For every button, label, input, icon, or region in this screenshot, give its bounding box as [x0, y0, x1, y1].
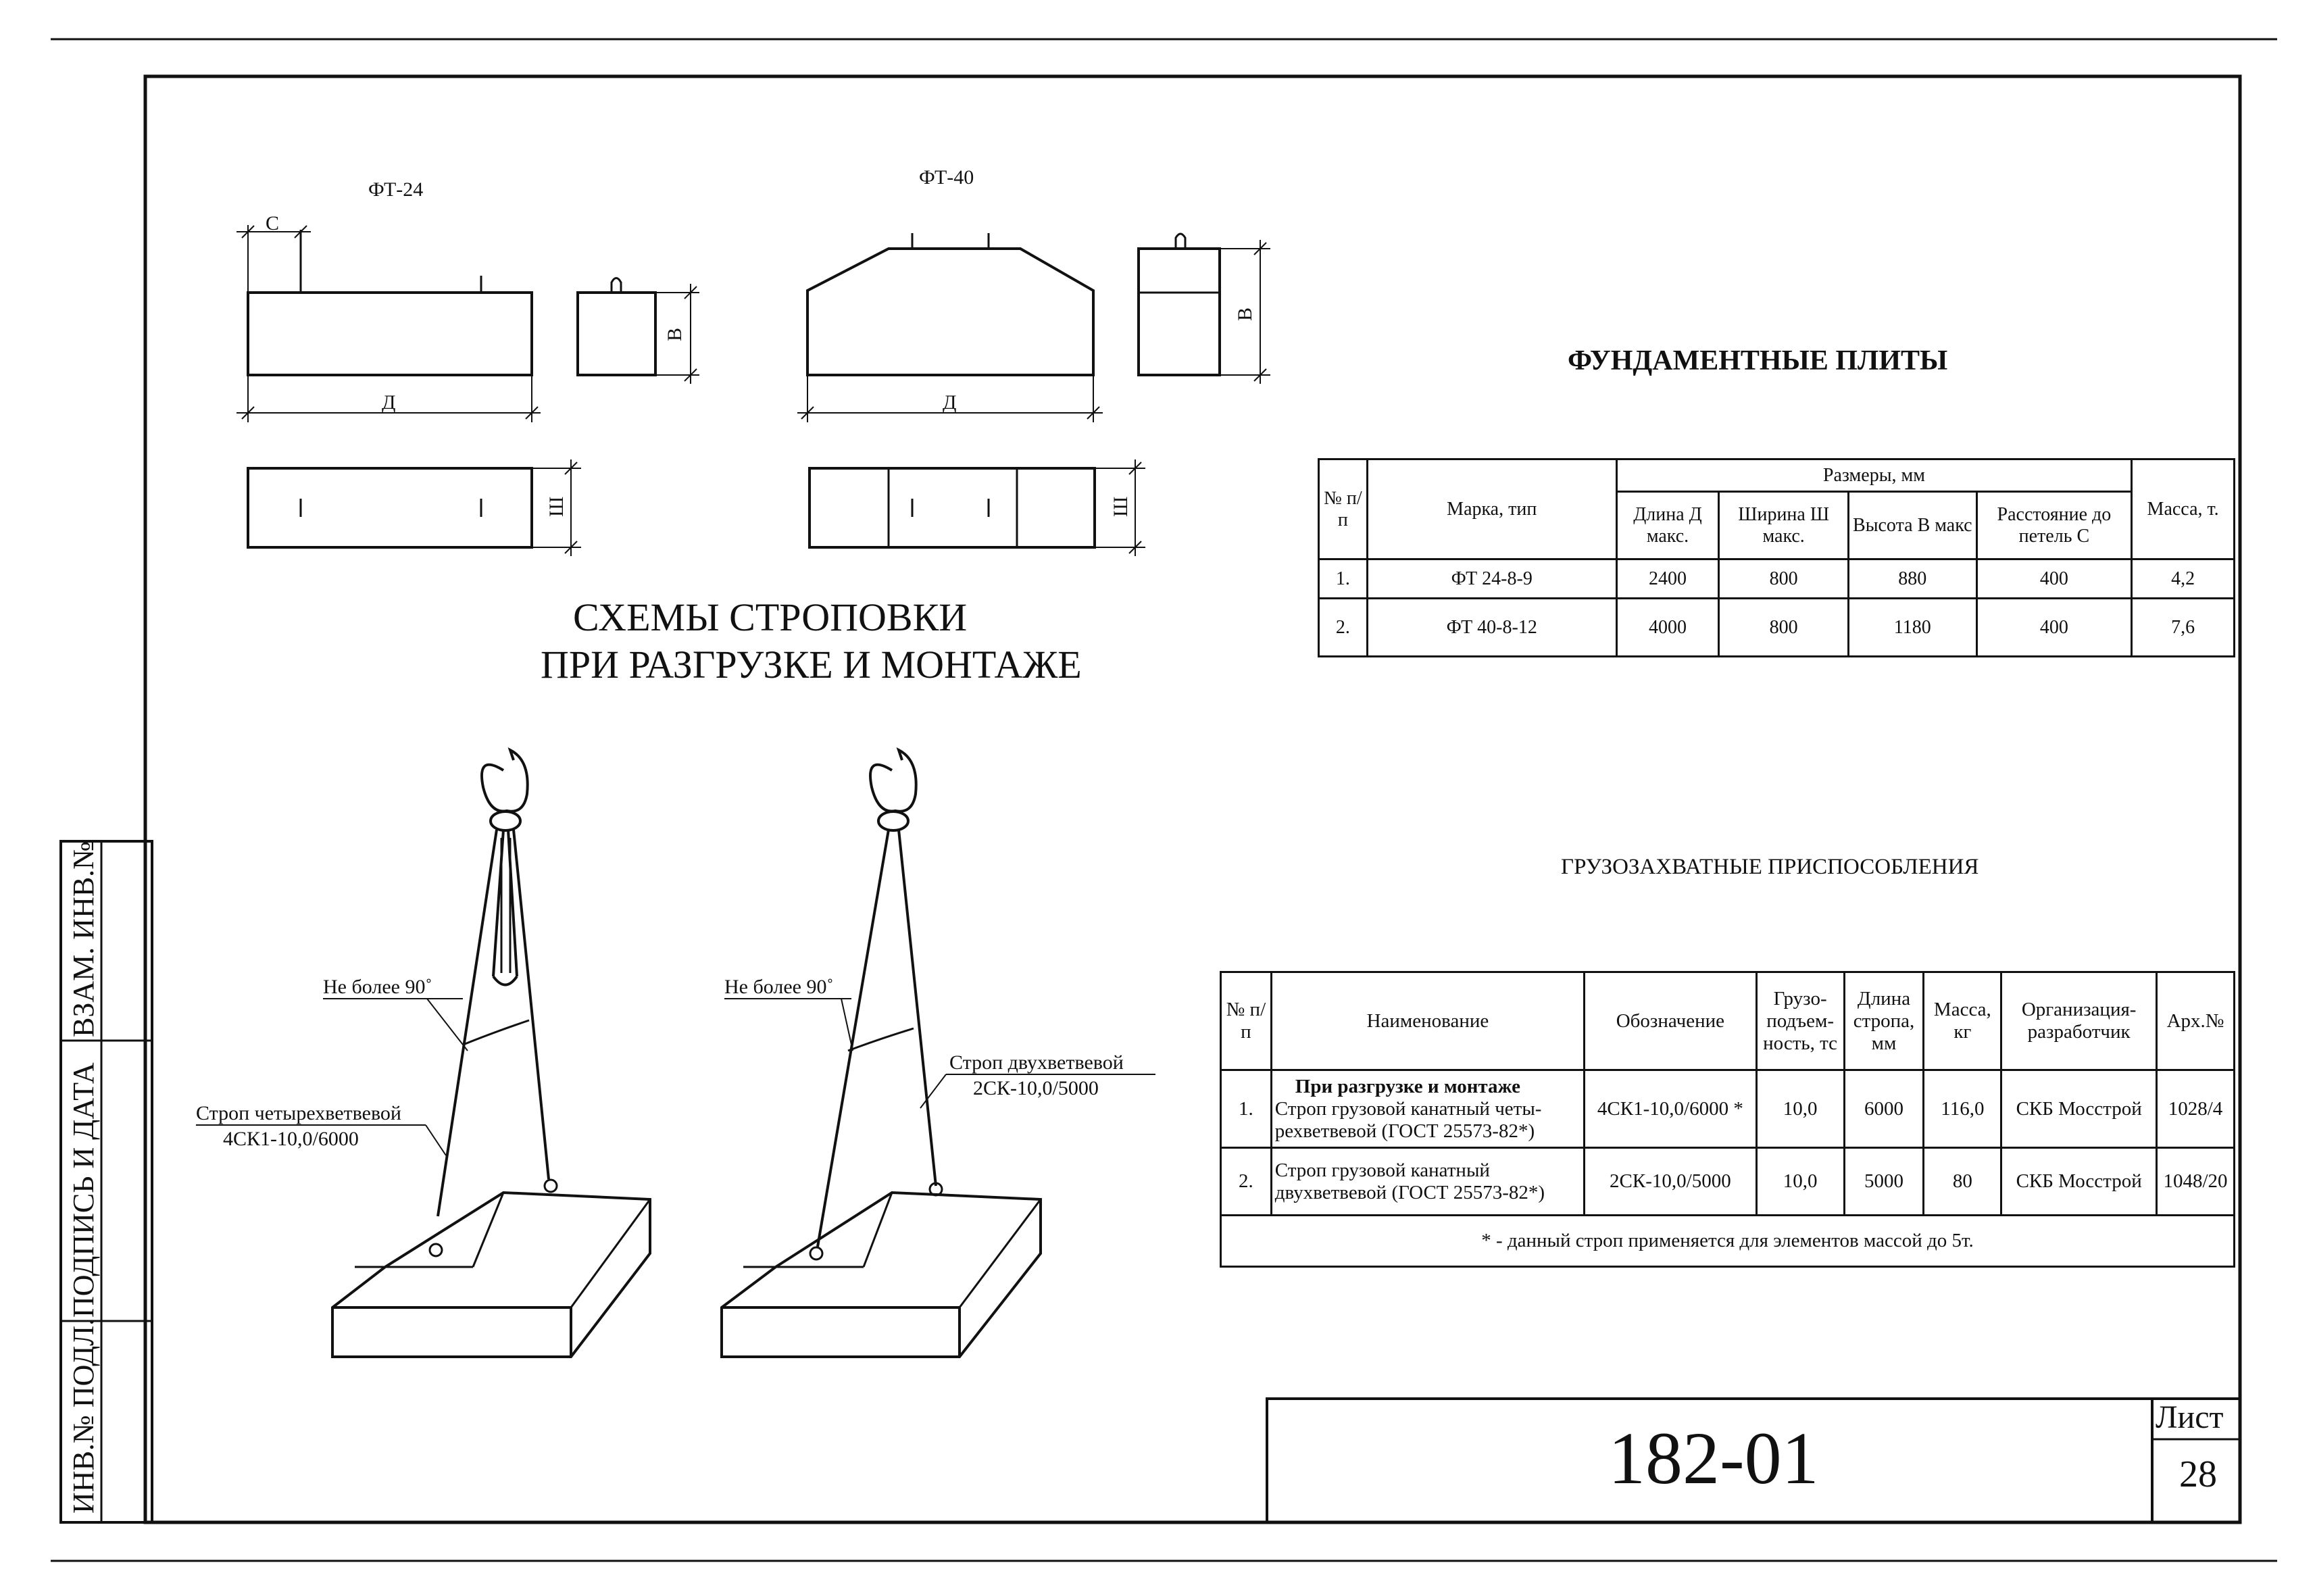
cell-mark: ФТ 24-8-9	[1367, 559, 1616, 599]
ft24-elevation	[237, 212, 541, 422]
ft24-plan	[248, 459, 581, 556]
plates-header-distance: Расстояние до петель С	[1976, 492, 2132, 559]
plates-table-title: ФУНДАМЕНТНЫЕ ПЛИТЫ	[1568, 345, 1948, 376]
dim-v-label-ft24: В	[664, 327, 686, 341]
cell-name	[1271, 1070, 1584, 1148]
cell-no: 2.	[1221, 1148, 1272, 1216]
table-row	[1221, 1148, 2235, 1216]
cell-code: 2СК-10,0/5000	[1585, 1148, 1757, 1216]
cell-no: 1.	[1221, 1070, 1272, 1148]
plates-header-length: Длина Д макс.	[1616, 492, 1719, 559]
scheme-title-line2: ПРИ РАЗГРУЗКЕ И МОНТАЖЕ	[541, 643, 1082, 687]
slings-header-no: № п/п	[1221, 972, 1272, 1070]
slings-header-length: Длина стропа, мм	[1844, 972, 1924, 1070]
sheet-label: Лист	[2156, 1399, 2224, 1435]
section-label: При разгрузке и монтаже	[1295, 1075, 1521, 1097]
plates-header-no: № п/п	[1319, 459, 1368, 559]
table-row	[1319, 559, 2235, 599]
slings-header-code: Обозначение	[1585, 972, 1757, 1070]
dim-c-label: С	[266, 212, 280, 234]
side-stamp-inv-podl: ИНВ.№ ПОДЛ.	[67, 1318, 100, 1514]
angle-note-left: Не более 90˚	[323, 976, 432, 998]
cell-height: 1180	[1848, 599, 1976, 657]
dim-d-label-ft24: Д	[382, 391, 396, 414]
sling2-code: 2СК-10,0/5000	[973, 1077, 1099, 1099]
cell-width: 800	[1719, 559, 1849, 599]
cell-mass: 116,0	[1924, 1070, 2001, 1148]
cell-length: 4000	[1616, 599, 1719, 657]
sling4-code: 4СК1-10,0/6000	[223, 1128, 359, 1150]
dim-d-label-ft40: Д	[943, 391, 957, 414]
slings-table	[1220, 971, 2235, 1268]
dim-v-label-ft40: В	[1234, 307, 1256, 321]
plates-table	[1318, 458, 2235, 657]
sling4-name: Строп четырехветвевой	[196, 1102, 401, 1124]
plates-header-height: Высота В макс	[1848, 492, 1976, 559]
ft24-label: ФТ-24	[368, 178, 424, 201]
sling2-name: Строп двухветвевой	[949, 1051, 1124, 1074]
table-row	[1319, 599, 2235, 657]
cell-no: 2.	[1319, 599, 1368, 657]
cell-mass: 80	[1924, 1148, 2001, 1216]
cell-capacity: 10,0	[1756, 1070, 1844, 1148]
side-stamp-vzam-inv: ВЗАМ. ИНВ.№	[67, 841, 100, 1037]
cell-name-text: Строп грузовой канатный четы- рехветвевой (ГОСТ 25573-82*)	[1274, 1097, 1542, 1142]
cell-width: 800	[1719, 599, 1849, 657]
slings-table-title: ГРУЗОЗАХВАТНЫЕ ПРИСПОСОБЛЕНИЯ	[1561, 855, 1979, 879]
sheet-number: 28	[2179, 1453, 2217, 1495]
cell-mark: ФТ 40-8-12	[1367, 599, 1616, 657]
cell-length: 5000	[1844, 1148, 1924, 1216]
dim-sh-label-ft40: Ш	[1110, 496, 1132, 517]
callout-leader	[426, 1125, 446, 1155]
cell-capacity: 10,0	[1756, 1148, 1844, 1216]
cell-length: 6000	[1844, 1070, 1924, 1148]
cell-mass: 4,2	[2132, 559, 2235, 599]
slings-footnote: * - данный строп применяется для элементов массой до 5т.	[1221, 1216, 2235, 1267]
ft40-elevation	[797, 233, 1103, 422]
cell-length: 2400	[1616, 559, 1719, 599]
drawing-code: 182-01	[1608, 1417, 1819, 1499]
plates-header-mark: Марка, тип	[1367, 459, 1616, 559]
rigging-scheme-four-leg	[332, 750, 650, 1357]
cell-name: Строп грузовой канатный двухветвевой (ГОСТ 25573-82*)	[1271, 1148, 1584, 1216]
cell-code: 4СК1-10,0/6000 *	[1585, 1070, 1757, 1148]
cell-distance: 400	[1976, 599, 2132, 657]
plates-header-mass: Масса, т.	[2132, 459, 2235, 559]
slings-header-name: Наименование	[1271, 972, 1584, 1070]
callout-leader	[841, 999, 853, 1051]
cell-archive: 1048/20	[2157, 1148, 2235, 1216]
ft24-side-view	[578, 278, 699, 384]
slings-header-org: Организация- разработчик	[2001, 972, 2157, 1070]
table-row	[1221, 1070, 2235, 1148]
ft40-label: ФТ-40	[919, 166, 974, 189]
callout-leader	[427, 999, 468, 1051]
cell-distance: 400	[1976, 559, 2132, 599]
cell-mass: 7,6	[2132, 599, 2235, 657]
side-stamp-podpis-data: ПОДПИСЬ И ДАТА	[67, 1062, 100, 1318]
cell-org: СКБ Мосстрой	[2001, 1148, 2157, 1216]
cell-archive: 1028/4	[2157, 1070, 2235, 1148]
slings-header-archive: Арх.№	[2157, 972, 2235, 1070]
scheme-title-line1: СХЕМЫ СТРОПОВКИ	[573, 595, 968, 639]
cell-height: 880	[1848, 559, 1976, 599]
plates-header-sizes: Размеры, мм	[1616, 459, 2132, 492]
cell-org: СКБ Мосстрой	[2001, 1070, 2157, 1148]
angle-note-right: Не более 90˚	[724, 976, 834, 998]
slings-header-mass: Масса, кг	[1924, 972, 2001, 1070]
slings-header-capacity: Грузо- подъем- ность, тс	[1756, 972, 1844, 1070]
cell-no: 1.	[1319, 559, 1368, 599]
ft40-plan	[810, 459, 1145, 556]
dim-sh-label-ft24: Ш	[545, 496, 568, 517]
ft40-side-view	[1139, 234, 1270, 384]
plates-header-width: Ширина Ш макс.	[1719, 492, 1849, 559]
